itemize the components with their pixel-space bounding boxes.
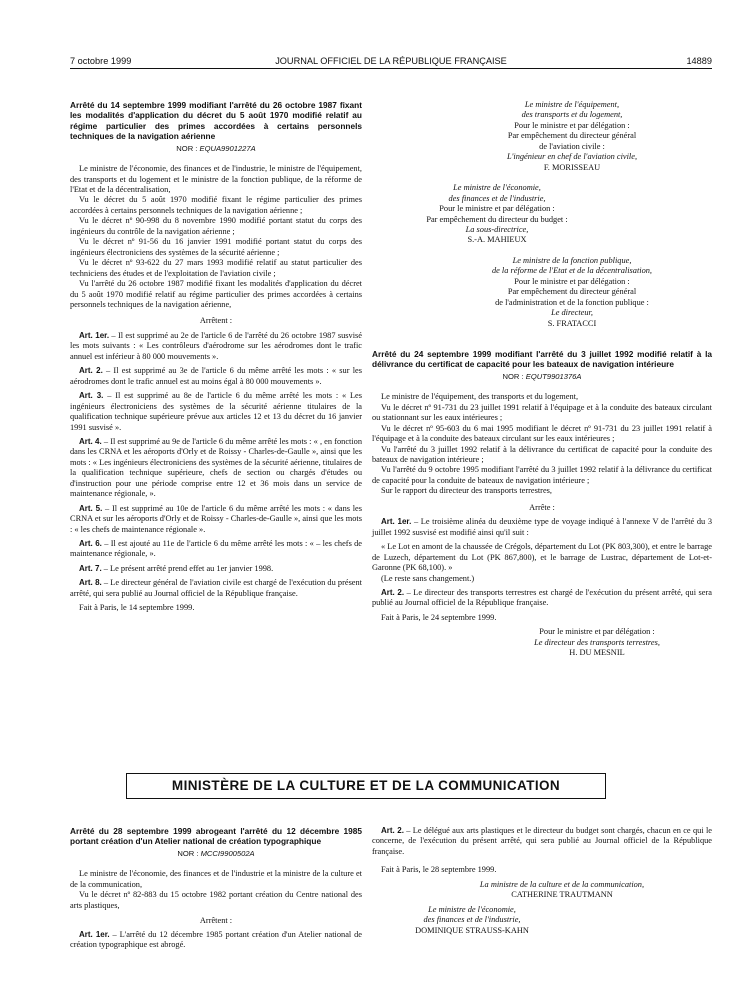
article-quote: « Le Lot en amont de la chaussée de Crégols, département du Lot (PK 803,300), et entre le barrage de Luzech, département du Lot (PK 867,800), et le barrage de Lustrac, département de Lot-et-Garonne (PK 68,100). » <box>372 542 712 573</box>
nor-reference: NOR : EQUT9901376A <box>502 371 582 381</box>
decree-preamble <box>70 164 362 310</box>
preamble-paragraph: Vu l'arrêté du 3 juillet 1992 relatif à la délivrance du certificat de capacité pour la conduite des bateaux de navigation intérieure ; <box>372 444 712 464</box>
signature-line: de l'administration et de la fonction publique : <box>495 297 649 307</box>
article-8: Art. 8. – Le directeur général de l'aviation civile est chargé de l'exécution du présent arrêté, qui sera publié au Journal officiel de la République française. <box>70 578 363 598</box>
article-7: Art. 7. – Le présent arrêté prend effet au 1er janvier 1998. <box>79 563 274 573</box>
signature-line: Pour le ministre et par délégation : <box>514 120 630 130</box>
journal-title: JOURNAL OFFICIEL DE LA RÉPUBLIQUE FRANÇAISE <box>275 56 507 66</box>
ministry-heading: MINISTÈRE DE LA CULTURE ET DE LA COMMUNICATION <box>126 773 606 799</box>
decree-articles <box>70 331 362 599</box>
signature-line: La sous-directrice, <box>465 224 529 234</box>
signature-line: de la réforme de l'Etat et de la décentralisation, <box>491 266 653 276</box>
decree-aviation <box>70 100 362 614</box>
arretent-label: Arrêtent : <box>199 316 233 326</box>
fait-a-paris: Fait à Paris, le 28 septembre 1999. <box>381 865 497 875</box>
signature-line: S. FRATACCI <box>547 318 597 328</box>
decree-preamble <box>372 392 712 497</box>
signature-line: DOMINIQUE STRAUSS-KAHN <box>415 925 529 935</box>
article-6: Art. 6. – Il est ajouté au 11e de l'article 6 du même arrêté les mots : « – les chefs de maintenance régionale, ». <box>70 539 363 559</box>
arrete-label: Arrête : <box>529 502 555 512</box>
signature-line: Par empêchement du directeur du budget : <box>426 214 568 224</box>
nor-reference: NOR : EQUA9901227A <box>176 143 256 153</box>
decree-title: Arrêté du 28 septembre 1999 abrogeant l'arrêté du 12 décembre 1985 portant création d'un Atelier national de création typographique <box>70 826 362 847</box>
article-1: Art. 1er. – Le troisième alinéa du deuxième type de voyage indiqué à l'annexe V de l'arrêté du 3 juillet 1992 susvisé est modifié ainsi qu'il suit : <box>372 517 712 537</box>
decree-typographie-continued <box>372 826 712 936</box>
reste-sans-changement: (Le reste sans changement.) <box>381 573 475 583</box>
preamble-paragraph: Le ministre de l'économie, des finances et de l'industrie, le ministre de l'équipement, des transports et du logement et le ministre de la fonction publique, de la réforme de l'Etat et de la décentralisation, <box>70 164 362 194</box>
signature-culture <box>412 880 712 901</box>
preamble-paragraph: Vu l'arrêté du 9 octobre 1995 modifiant l'arrêté du 3 juillet 1992 relatif à la délivrance du certificat de capacité pour la conduite de bateaux de navigation intérieure ; <box>372 465 712 485</box>
signature-line: de l'aviation civile : <box>539 141 605 151</box>
signature-line: Le directeur, <box>551 308 593 318</box>
article-4: Art. 4. – Il est supprimé au 9e de l'article 6 du même arrêté les mots : « , en fonction dans les CRNA et les aéroports d'Orly et de Roissy - Charles-de-Gaulle », ainsi que les mots : « Les ingénieurs électroniciens des systèmes de la sécurité aérienne, titulaires de la qualification technique supérieure, chefs de section ou chargés d'études ou d'instruction pour une période comprise entre 12 et 36 mois dans un service de maintenance régionale, ». <box>70 436 363 499</box>
decree-preamble <box>70 869 362 911</box>
preamble-paragraph: Vu le décret nº 82-883 du 15 octobre 1982 portant création du Centre national des arts plastiques, <box>70 890 362 910</box>
decree-title: Arrêté du 14 septembre 1999 modifiant l'arrêté du 26 octobre 1987 fixant les modalités d'application du décret du 5 août 1970 modifié relatif au régime particulier des primes accordées à certains personnels techniques de la navigation aérienne <box>70 100 362 142</box>
header-rule <box>70 68 712 69</box>
decree-typographie <box>70 826 362 950</box>
page-header <box>70 56 712 68</box>
signature-line: Le ministre de l'équipement, <box>524 100 620 109</box>
signature-economie <box>372 183 622 246</box>
preamble-paragraph: Vu le décret nº 91-56 du 16 janvier 1991 modifié portant statut du corps des ingénieurs électroniciens des systèmes de la sécurité aérienne ; <box>70 237 362 257</box>
signature-line: Pour le ministre et par délégation : <box>514 276 630 286</box>
signature-line: Le ministre de l'économie, <box>428 904 516 914</box>
decree-bateaux <box>372 349 712 659</box>
preamble-paragraph: Vu le décret nº 95-603 du 6 mai 1995 modifiant le décret nº 91-731 du 23 juillet 1991 relatif à l'équipage et à la conduite des bateaux circulant sur les eaux intérieures ; <box>372 423 712 444</box>
article-3: Art. 3. – Il est supprimé au 8e de l'article 6 du même arrêté les mots : « Les ingénieurs électroniciens des systèmes de la sécurité aérienne titulaires de la qualification technique supérieure prévue aux articles 12 et 13 du décret du 16 janvier 1991 susvisé ». <box>70 391 363 432</box>
signature-line: Le ministre de l'économie, <box>453 183 541 193</box>
preamble-paragraph: Vu le décret nº 93-622 du 27 mars 1993 modifié relatif au statut particulier des techniciens des études et de l'exploitation de l'aviation civile ; <box>70 258 362 278</box>
signature-line: Le directeur des transports terrestres, <box>534 637 660 647</box>
signature-line: Pour le ministre et par délégation : <box>539 627 655 637</box>
signature-transports <box>482 627 712 658</box>
article-2: Art. 2. – Le délégué aux arts plastiques et le directeur du budget sont chargés, chacun en ce qui le concerne, de l'exécution du présent arrêté, qui sera publié au Journal officiel de la République française. <box>372 826 712 856</box>
signature-line: F. MORISSEAU <box>543 162 601 172</box>
signature-line: Le ministre de la fonction publique, <box>512 255 632 265</box>
decree-title: Arrêté du 24 septembre 1999 modifiant l'arrêté du 3 juillet 1992 modifié relatif à la délivrance du certificat de capacité pour les bateaux de navigation intérieure <box>372 349 712 370</box>
article-1: Art. 1er. – L'arrêté du 12 décembre 1985 portant création d'un Atelier national de création typographique est abrogé. <box>70 929 362 949</box>
arretent-label: Arrêtent : <box>199 916 233 926</box>
signature-line: S.-A. MAHIEUX <box>467 235 527 245</box>
signature-line: des finances et de l'industrie, <box>448 193 546 203</box>
article-1: Art. 1er. – Il est supprimé au 2e de l'article 6 de l'arrêté du 26 octobre 1987 susvisé les mots suivants : « Les contrôleurs d'aérodrome sur les aérodromes dont le trafic annuel est inférieur à 80 000 mouvements ». <box>70 330 362 361</box>
signature-line: H. DU MESNIL <box>569 648 625 658</box>
signature-equipement <box>432 100 712 173</box>
nor-reference: NOR : MCCI9900502A <box>177 848 255 858</box>
preamble-paragraph: Le ministre de l'économie, des finances et de l'industrie et la ministre de la culture et de la communication, <box>70 869 362 889</box>
signature-line: La ministre de la culture et de la communication, <box>479 879 645 889</box>
signature-fonction-publique <box>432 256 712 329</box>
signature-economie <box>372 905 572 936</box>
signature-line: Par empêchement du directeur général <box>507 287 637 297</box>
preamble-paragraph: Vu le décret nº 90-998 du 8 novembre 1990 modifié portant statut du corps des ingénieurs du contrôle de la navigation aérienne ; <box>70 216 362 236</box>
signature-line: CATHERINE TRAUTMANN <box>511 890 613 900</box>
page-number: 14889 <box>686 56 712 66</box>
preamble-paragraph: Vu le décret du 5 août 1970 modifié fixant le régime particulier des primes accordées à certains personnels techniques de la navigation aérienne ; <box>70 195 362 215</box>
article-2: Art. 2. – Il est supprimé au 3e de l'article 6 du même arrêté les mots : « sur les aérodromes dont le trafic annuel est au moins égal à 80 000 mouvements ». <box>70 366 362 386</box>
article-2: Art. 2. – Le directeur des transports terrestres est chargé de l'exécution du présent arrêté, qui sera publié au Journal officiel de la République française. <box>372 587 712 608</box>
signature-line: des finances et de l'industrie, <box>423 915 521 925</box>
preamble-paragraph: Le ministre de l'équipement, des transports et du logement, <box>381 392 579 402</box>
preamble-paragraph: Sur le rapport du directeur des transports terrestres, <box>381 486 552 496</box>
issue-date: 7 octobre 1999 <box>70 56 132 66</box>
signatures-aviation <box>372 100 712 329</box>
signature-line: L'ingénieur en chef de l'aviation civile, <box>506 152 638 162</box>
signature-line: des transports et du logement, <box>521 110 623 120</box>
fait-a-paris: Fait à Paris, le 24 septembre 1999. <box>381 612 497 622</box>
signature-line: Pour le ministre et par délégation : <box>439 204 555 214</box>
article-5: Art. 5. – Il est supprimé au 10e de l'article 6 du même arrêté les mots : « dans les CRNA et sur les aéroports d'Orly et de Roissy - Charles-de-Gaulle », ainsi que les mots : « les chefs de maintenance régionale ». <box>70 503 362 534</box>
preamble-paragraph: Vu le décret nº 91-731 du 23 juillet 1991 relatif à l'équipage et à la conduite des bateaux circulant ou stationnant sur les eaux intérieures ; <box>372 402 712 423</box>
preamble-paragraph: Vu l'arrêté du 26 octobre 1987 modifié fixant les modalités d'application du décret du 5 août 1970 modifié relatif au régime particulier des primes accordées à certains personnels techniques de la navigation aérienne, <box>70 279 362 309</box>
fait-a-paris: Fait à Paris, le 14 septembre 1999. <box>79 603 195 613</box>
signature-line: Par empêchement du directeur général <box>507 131 637 141</box>
